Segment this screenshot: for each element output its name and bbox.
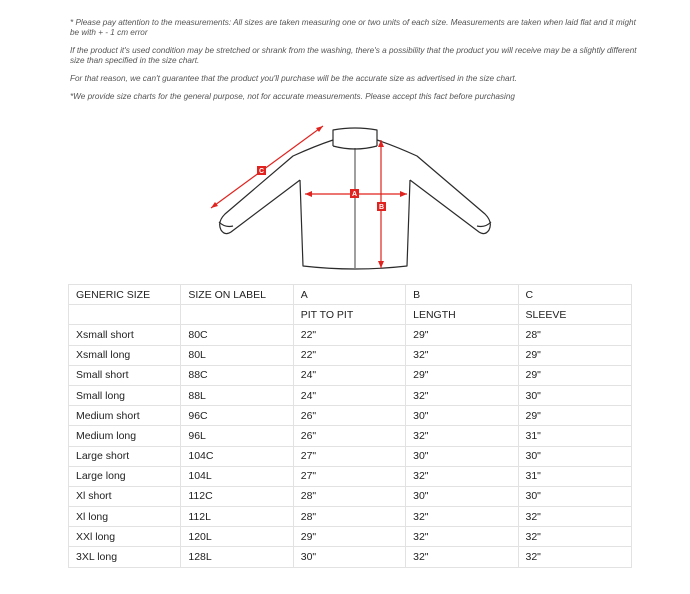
size-on-label-cell: 112L [181, 507, 293, 527]
pit-to-pit-cell: 30" [293, 547, 405, 567]
size-on-label-cell: 104L [181, 466, 293, 486]
size-on-label-cell: 96L [181, 426, 293, 446]
length-cell: 32" [406, 345, 518, 365]
sleeve-cell: 29" [518, 345, 632, 365]
pit-to-pit-cell: 26" [293, 426, 405, 446]
pit-to-pit-cell: 24" [293, 365, 405, 385]
length-cell: 32" [406, 426, 518, 446]
header-b: B [406, 285, 518, 305]
label-a: A [351, 191, 358, 198]
size-on-label-cell: 80L [181, 345, 293, 365]
sleeve-measurement-arrow [211, 126, 323, 208]
length-cell: 32" [406, 547, 518, 567]
table-row [69, 446, 632, 466]
pit-to-pit-cell: 27" [293, 466, 405, 486]
length-measurement-arrow [377, 140, 386, 268]
jacket-outline [219, 128, 491, 269]
pit-to-pit-cell: 29" [293, 527, 405, 547]
sleeve-cell: 31" [518, 466, 632, 486]
header-c: C [518, 285, 632, 305]
sleeve-cell: 30" [518, 385, 632, 405]
label-b: B [378, 204, 385, 211]
sleeve-cell: 30" [518, 486, 632, 506]
length-cell: 32" [406, 385, 518, 405]
size-on-label-cell: 96C [181, 406, 293, 426]
sleeve-cell: 29" [518, 406, 632, 426]
length-cell: 30" [406, 446, 518, 466]
sleeve-cell: 32" [518, 547, 632, 567]
note-no-guarantee: For that reason, we can't guarantee that the product you'll purchase will be the accurate size as advertised in the size chart. [70, 74, 517, 83]
length-cell: 30" [406, 406, 518, 426]
sleeve-cell: 30" [518, 446, 632, 466]
header-size-on-label: SIZE ON LABEL [181, 285, 293, 305]
table-row [69, 365, 632, 385]
length-cell: 30" [406, 486, 518, 506]
table-row [69, 527, 632, 547]
measurement-notes [70, 18, 640, 110]
generic-size-cell: Medium long [69, 426, 181, 446]
generic-size-cell: Xl short [69, 486, 181, 506]
generic-size-cell: Large short [69, 446, 181, 466]
table-header-row [69, 285, 632, 305]
length-cell: 32" [406, 466, 518, 486]
note-measurement-error: * Please pay attention to the measurements: All sizes are taken measuring one or two units of each size. Measurements are taken when laid flat and it might be with + - 1 cm error [70, 18, 636, 37]
header-generic-size: GENERIC SIZE [69, 285, 181, 305]
length-cell: 32" [406, 507, 518, 527]
pit-to-pit-cell: 28" [293, 486, 405, 506]
table-row [69, 466, 632, 486]
pit-to-pit-cell: 22" [293, 345, 405, 365]
table-row [69, 406, 632, 426]
length-cell: 29" [406, 325, 518, 345]
pit-to-pit-measurement-arrow [305, 189, 407, 198]
sleeve-cell: 31" [518, 426, 632, 446]
subheader-empty [181, 305, 293, 325]
length-cell: 29" [406, 365, 518, 385]
size-on-label-cell: 112C [181, 486, 293, 506]
table-subheader-row [69, 305, 632, 325]
table-row [69, 345, 632, 365]
generic-size-cell: Xsmall short [69, 325, 181, 345]
generic-size-cell: Xl long [69, 507, 181, 527]
size-on-label-cell: 80C [181, 325, 293, 345]
size-on-label-cell: 104C [181, 446, 293, 466]
pit-to-pit-cell: 22" [293, 325, 405, 345]
length-cell: 32" [406, 527, 518, 547]
table-row [69, 486, 632, 506]
sleeve-cell: 28" [518, 325, 632, 345]
sleeve-cell: 32" [518, 507, 632, 527]
note-general-purpose: *We provide size charts for the general purpose, not for accurate measurements. Please accept this fact before purchasing [70, 92, 515, 101]
table-row [69, 426, 632, 446]
table-row [69, 325, 632, 345]
subheader-pit-to-pit: PIT TO PIT [293, 305, 405, 325]
pit-to-pit-cell: 24" [293, 385, 405, 405]
pit-to-pit-cell: 27" [293, 446, 405, 466]
generic-size-cell: Medium short [69, 406, 181, 426]
pit-to-pit-cell: 26" [293, 406, 405, 426]
generic-size-cell: Large long [69, 466, 181, 486]
size-on-label-cell: 88C [181, 365, 293, 385]
sleeve-cell: 32" [518, 527, 632, 547]
subheader-sleeve: SLEEVE [518, 305, 632, 325]
note-used-condition: If the product it's used condition may be stretched or shrank from the washing, there's a possibility that the product you will receive may be a slightly different size than specified in the size chart. [70, 46, 637, 65]
generic-size-cell: Small long [69, 385, 181, 405]
generic-size-cell: XXl long [69, 527, 181, 547]
generic-size-cell: Small short [69, 365, 181, 385]
subheader-empty [69, 305, 181, 325]
pit-to-pit-cell: 28" [293, 507, 405, 527]
table-row [69, 547, 632, 567]
table-row [69, 385, 632, 405]
sleeve-cell: 29" [518, 365, 632, 385]
label-c: C [258, 168, 265, 175]
size-chart-table [68, 284, 632, 568]
generic-size-cell: 3XL long [69, 547, 181, 567]
size-on-label-cell: 128L [181, 547, 293, 567]
header-a: A [293, 285, 405, 305]
table-row [69, 507, 632, 527]
subheader-length: LENGTH [406, 305, 518, 325]
size-on-label-cell: 88L [181, 385, 293, 405]
generic-size-cell: Xsmall long [69, 345, 181, 365]
size-on-label-cell: 120L [181, 527, 293, 547]
jacket-measurement-diagram [195, 118, 515, 278]
